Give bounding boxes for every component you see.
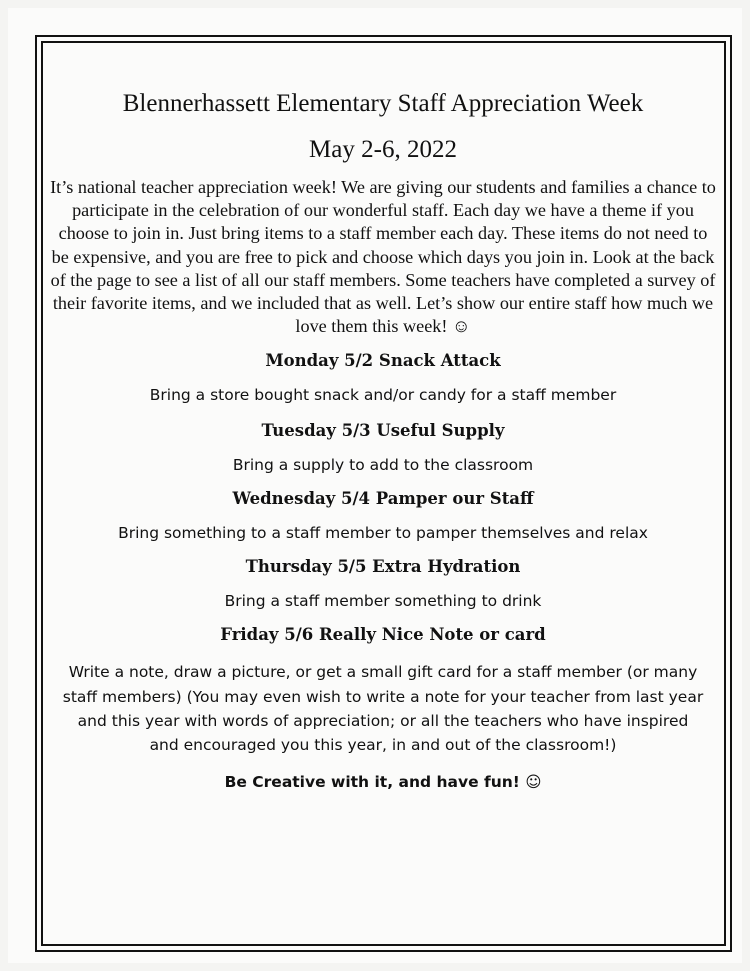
day-description-wednesday: Bring something to a staff member to pamper themselves and relax [118, 524, 648, 543]
closing-line: Be Creative with it, and have fun! ☺ [224, 773, 542, 792]
flyer-content [48, 88, 718, 793]
day-description-friday: Write a note, draw a picture, or get a small gift card for a staff member (or many staff members) (You may even wish to write a note for your teacher from last year and this year with words of appreciation; or all the teachers who have inspired and encouraged you this year, in and out of the classroom!) [62, 663, 704, 755]
day-description-tuesday: Bring a supply to add to the classroom [232, 456, 534, 475]
intro-paragraph: It’s national teacher appreciation week! We are giving our students and families a chance to participate in the celebration of our wonderful staff. Each day we have a theme if you choose to join in. Just bring items to a staff member each day. These items do not need to be expensive, and you are free to pick and choose which days you join in. Look at the back of the page to see a list of all our staff members. Some teachers have completed a survey of their favorite items, and we included that as well. Let’s show our entire staff how much we love them this week! ☺ [50, 177, 716, 337]
flyer-page [8, 8, 742, 963]
day-heading-friday: Friday 5/6 Really Nice Note or card [220, 625, 546, 645]
event-dates: May 2-6, 2022 [309, 136, 457, 163]
day-description-monday: Bring a store bought snack and/or candy for a staff member [149, 386, 617, 405]
day-heading-thursday: Thursday 5/5 Extra Hydration [245, 557, 521, 577]
flyer-title: Blennerhassett Elementary Staff Appreciation Week [122, 90, 644, 117]
day-description-thursday: Bring a staff member something to drink [224, 592, 542, 611]
day-heading-monday: Monday 5/2 Snack Attack [265, 351, 501, 371]
day-heading-tuesday: Tuesday 5/3 Useful Supply [261, 421, 505, 441]
day-heading-wednesday: Wednesday 5/4 Pamper our Staff [232, 489, 534, 509]
